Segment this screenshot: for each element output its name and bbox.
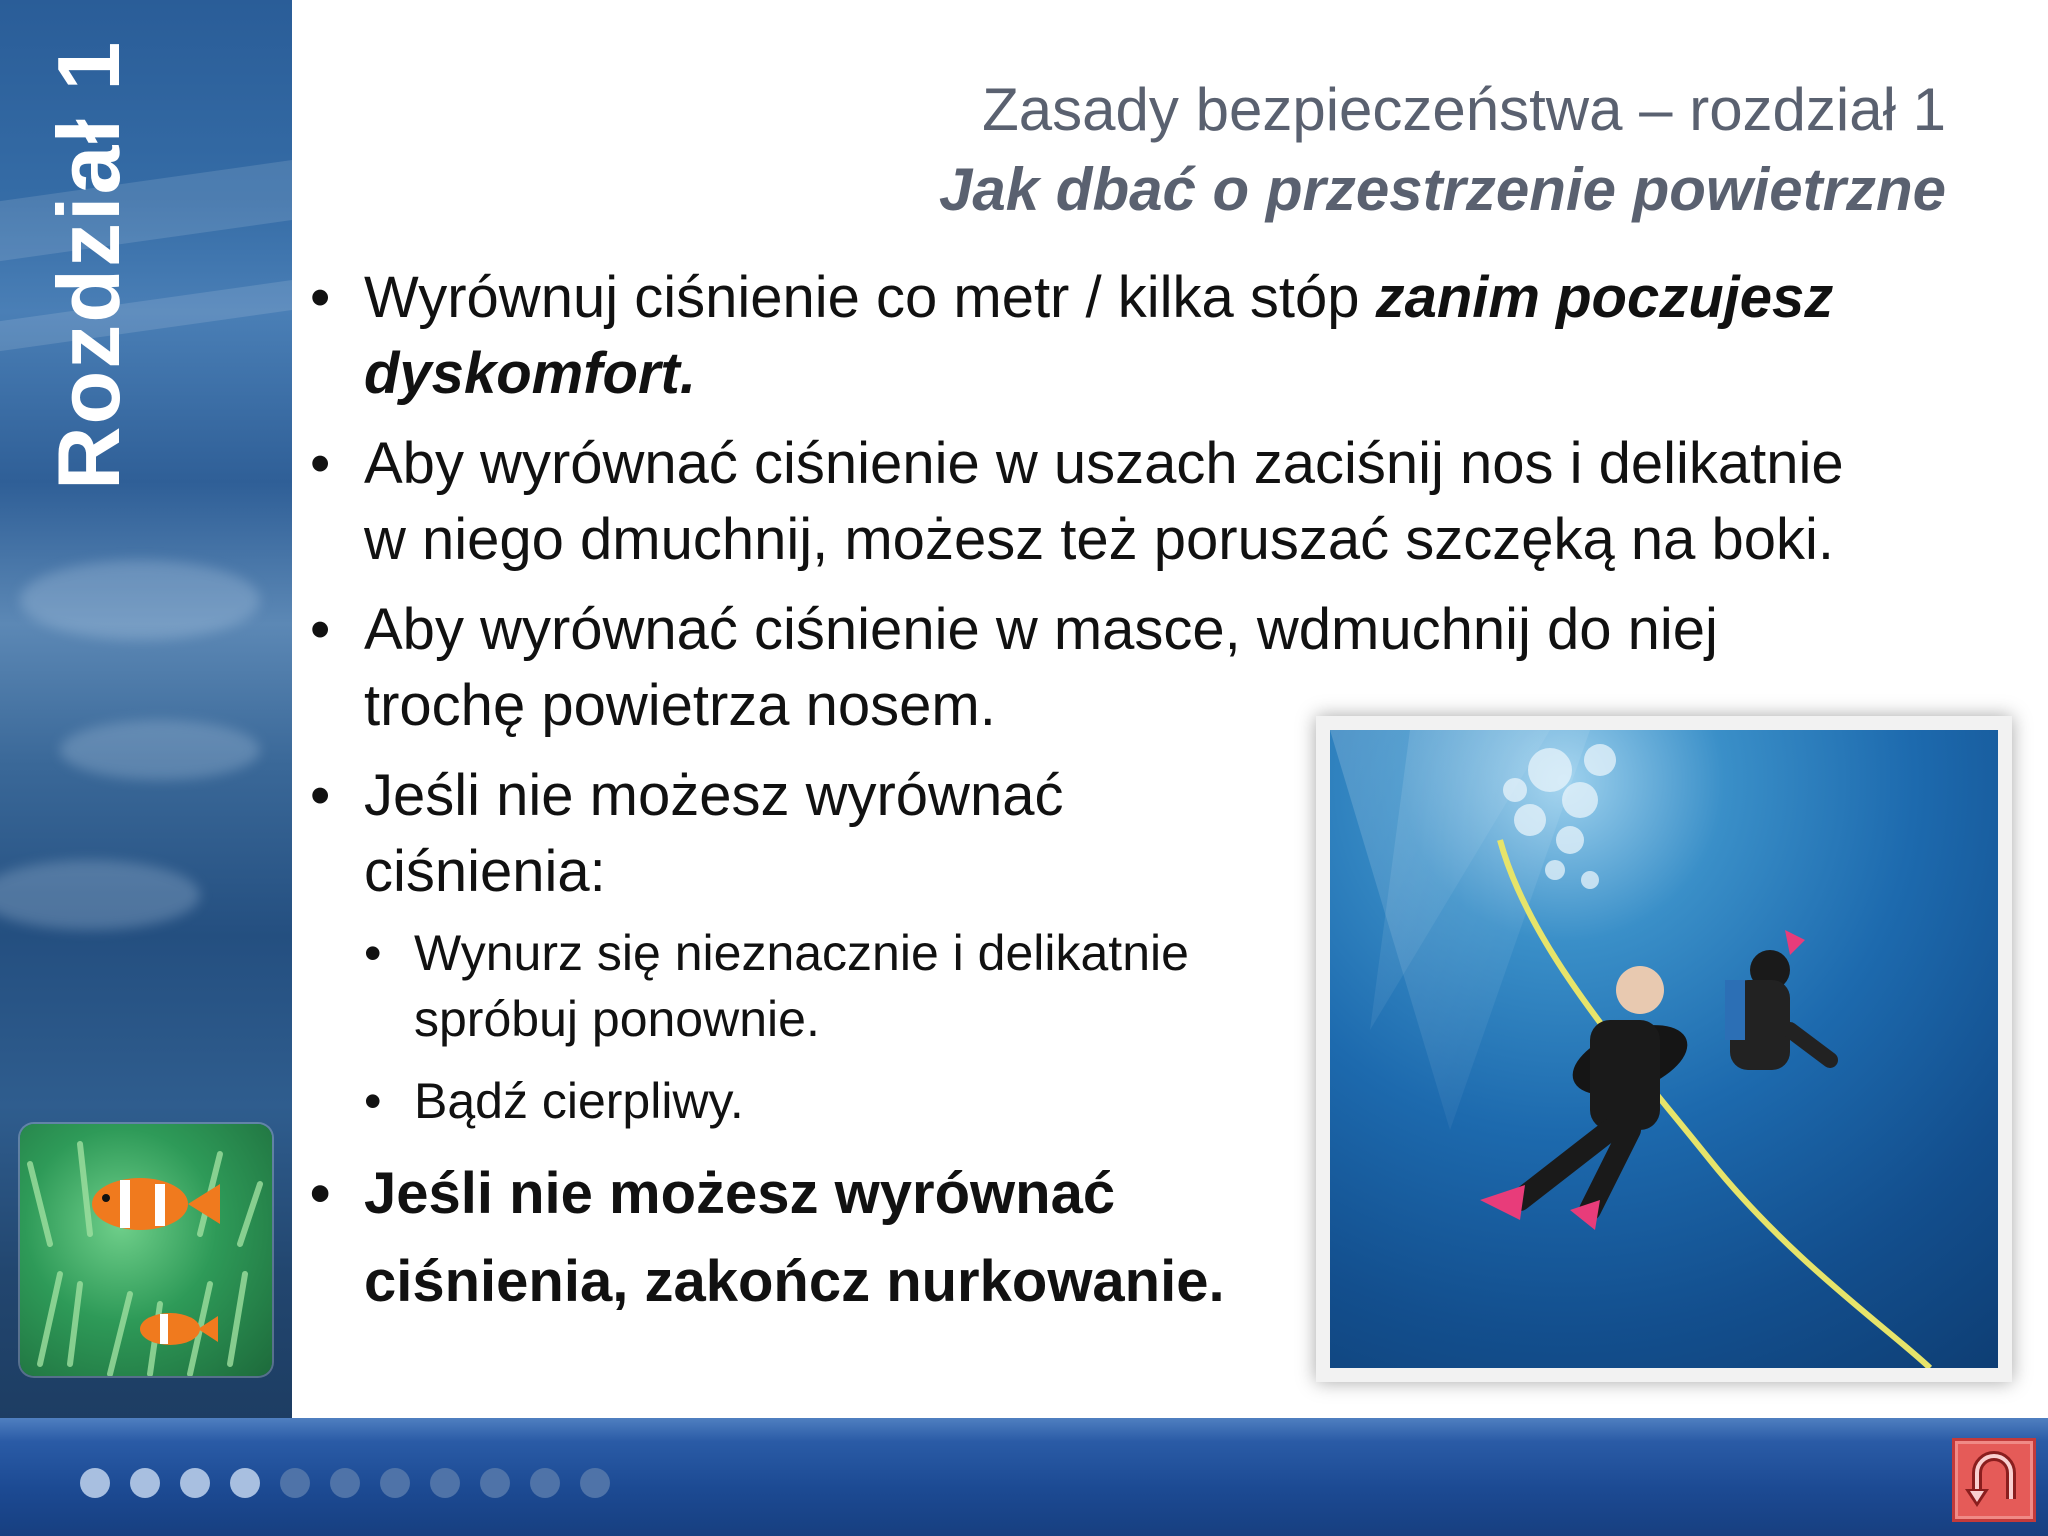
divers-illustration — [1330, 730, 1998, 1368]
progress-dots — [80, 1468, 610, 1498]
bullet-item — [300, 426, 1844, 578]
bullet-text: Aby wyrównać ciśnienie w masce, wdmuchnij do niej — [364, 597, 1718, 662]
progress-dot[interactable] — [480, 1468, 510, 1498]
photo-frame — [1316, 716, 2012, 1382]
wave-foam — [0, 860, 200, 930]
progress-dot[interactable] — [130, 1468, 160, 1498]
progress-dot[interactable] — [580, 1468, 610, 1498]
progress-dot[interactable] — [180, 1468, 210, 1498]
sub-bullet-item — [300, 1068, 744, 1134]
sub-bullet-item — [300, 920, 1189, 1052]
slide-title: Zasady bezpieczeństwa – rozdział 1 — [982, 76, 1946, 143]
progress-dot[interactable] — [230, 1468, 260, 1498]
slide-subtitle: Jak dbać o przestrzenie powietrzne — [939, 156, 1946, 223]
chapter-label: Rozdział 1 — [39, 39, 138, 490]
wave-foam — [60, 720, 260, 780]
divers-photo — [1330, 730, 1998, 1368]
bullet-text: trochę powietrza nosem. — [364, 673, 996, 738]
progress-dot[interactable] — [430, 1468, 460, 1498]
footer-bar — [0, 1418, 2048, 1536]
bullet-text: w niego dmuchnij, możesz też poruszać szczęką na boki. — [364, 507, 1835, 572]
clownfish-image — [20, 1124, 272, 1376]
bullet-emphasis: dyskomfort. — [364, 341, 696, 406]
progress-dot[interactable] — [80, 1468, 110, 1498]
bullet-text: Jeśli nie możesz wyrównać — [364, 1161, 1116, 1226]
progress-dot[interactable] — [380, 1468, 410, 1498]
sidebar — [0, 0, 292, 1418]
bullet-text: ciśnienia: — [364, 839, 606, 904]
bullet-item — [300, 758, 1063, 910]
return-button[interactable] — [1952, 1438, 2036, 1522]
bullet-text: Aby wyrównać ciśnienie w uszach zaciśnij nos i delikatnie — [364, 431, 1844, 496]
bullet-item — [300, 260, 1833, 412]
bullet-text: Jeśli nie możesz wyrównać — [364, 763, 1064, 828]
progress-dot[interactable] — [530, 1468, 560, 1498]
bullet-text: ciśnienia, zakończ nurkowanie. — [364, 1249, 1225, 1314]
progress-dot[interactable] — [330, 1468, 360, 1498]
bullet-item-final — [300, 1150, 1225, 1326]
wave-foam — [20, 560, 260, 640]
sub-bullet-text: Wynurz się nieznacznie i delikatnie — [414, 925, 1189, 981]
sub-bullet-text: spróbuj ponownie. — [414, 991, 820, 1047]
bullet-text: Wyrównuj ciśnienie co metr / kilka stóp — [364, 265, 1376, 330]
bullet-emphasis: zanim poczujesz — [1375, 265, 1834, 330]
return-arrow-icon — [1955, 1441, 2033, 1519]
progress-dot[interactable] — [280, 1468, 310, 1498]
clownfish-illustration — [20, 1124, 272, 1376]
sub-bullet-text: Bądź cierpliwy. — [414, 1073, 744, 1129]
